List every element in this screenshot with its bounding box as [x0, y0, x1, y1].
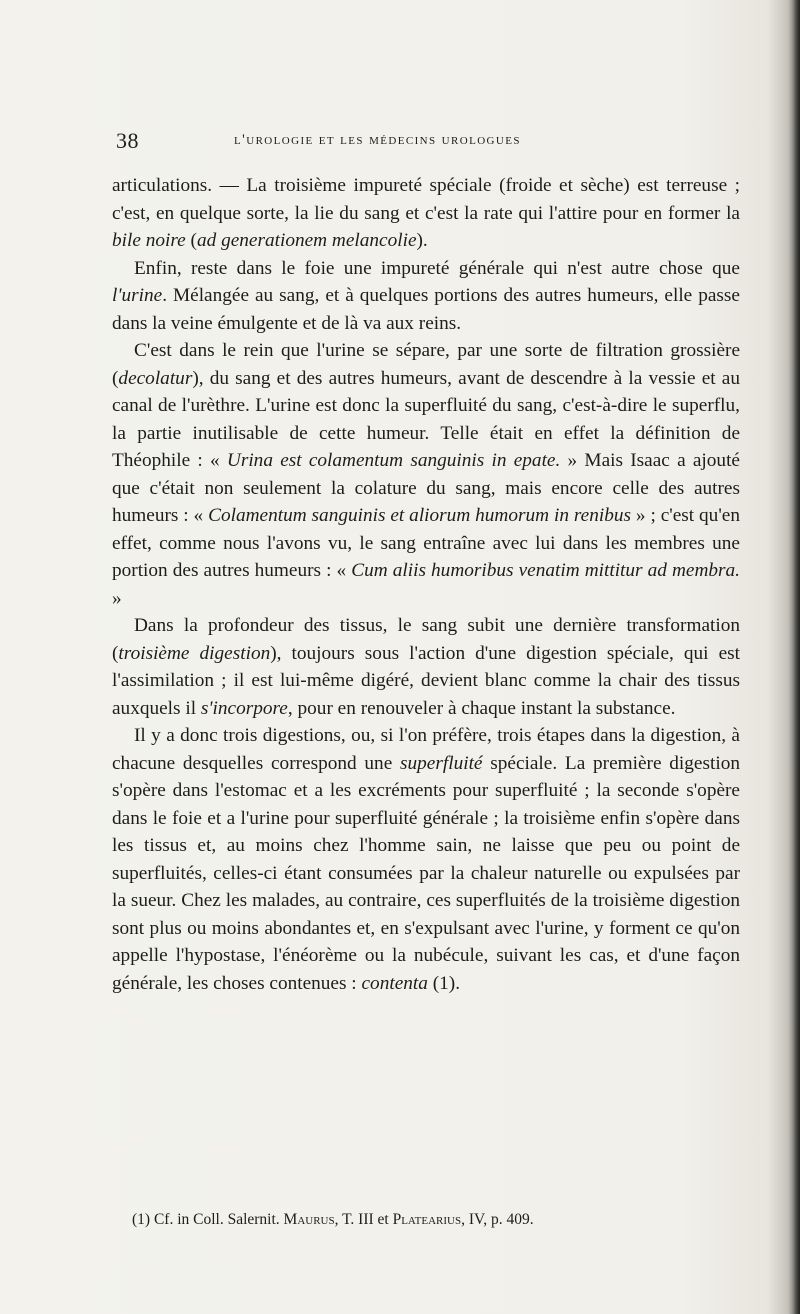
page-edge-shadow: [788, 0, 800, 1314]
text-run: Il y a donc trois digestions, ou, si l'on préfère, trois étapes dans la digestion, à chacune desquelles correspond une: [112, 725, 740, 774]
text-run: spéciale. La première digestion s'opère dans l'estomac et a les excréments pour superfluité ; la seconde s'opère dans le foie et a l'urine pour superfluité générale ; la troisième enfin s'opère dans les tissus et, au moins chez l'homme sain, ne laisse que peu ou point de superfluités, celles-ci étant consumées par la chaleur naturelle ou expulsées par la sueur. Chez les malades, au contraire, ces superfluités de la troisième digestion sont plus ou moins abondantes et, en s'expulsant avec l'urine, y forment ce qu'on appelle l'hypostase, l'énéorème ou la nubécule, suivant les cas, et d'une façon générale, les choses contenues :: [112, 752, 740, 994]
text-run: C'est dans le rein que l'urine se sépare, par une sorte de filtration grossière (: [112, 340, 740, 389]
footnote-text: , IV, p. 409.: [461, 1211, 534, 1228]
footnote-marker: (1): [132, 1211, 151, 1228]
text-run: Dans la profondeur des tissus, le sang subit une dernière transformation (: [112, 615, 740, 664]
italic-text: bile noire: [112, 230, 186, 251]
text-run: , pour en renouveler à chaque instant la substance.: [287, 697, 676, 719]
italic-text: Urina est colamentum sanguinis in epate.: [226, 450, 561, 471]
italic-text: l'urine: [112, 285, 163, 306]
paragraph: [112, 722, 740, 997]
italic-text: Colamentum sanguinis et aliorum humorum in renibus: [208, 505, 631, 526]
page-number: 38: [116, 128, 139, 153]
italic-text: s'incorpore: [200, 697, 288, 719]
footnote: [132, 1210, 732, 1230]
italic-text: superfluité: [400, 752, 483, 774]
text-run: ).: [416, 230, 428, 251]
text-run: . Mélangée au sang, et à quelques portions des autres humeurs, elle passe dans la veine émulgente et de là va aux reins.: [112, 285, 740, 334]
running-head: l'urologie et les médecins urologues: [234, 132, 521, 148]
paragraph: [112, 255, 740, 338]
footnote-author: Platearius: [392, 1211, 462, 1228]
text-run: articulations. — La troisième impureté spéciale (froide et sèche) est terreuse ; c'est, en quelque sorte, la lie du sang et c'est la rate qui l'attire pour en former la: [112, 175, 740, 224]
text-run: (: [185, 230, 197, 251]
text-run: (1).: [427, 972, 461, 994]
italic-text: Cum aliis humoribus venatim mittitur ad membra.: [351, 560, 740, 581]
text-run: » ; c'est qu'en effet, comme nous l'avons vu, le sang entraîne avec lui dans les membres une portion des autres humeurs : «: [112, 505, 740, 581]
text-run: » Mais Isaac a ajouté que c'était non seulement la colature du sang, mais encore celle des autres humeurs : «: [112, 450, 740, 526]
paragraph: [112, 172, 740, 255]
italic-text: ad generationem melancolie: [196, 230, 417, 251]
text-run: »: [112, 587, 122, 609]
paragraph: [112, 337, 740, 612]
text-run: ), du sang et des autres humeurs, avant de descendre à la vessie et au canal de l'urèthre. L'urine est donc la superfluité du sang, c'est-à-dire le superflu, la partie inutilisable de cette humeur. Telle était en effet la définition de Théophile : «: [112, 367, 740, 471]
footnote-author: Maurus: [283, 1211, 335, 1228]
body-text: [112, 172, 740, 997]
footnote-text: , T. III et: [334, 1211, 393, 1228]
footnote-text: Cf. in Coll. Salernit.: [150, 1211, 284, 1228]
text-run: Enfin, reste dans le foie une impureté générale qui n'est autre chose que: [134, 257, 740, 279]
page-header: [116, 128, 736, 158]
text-run: ), toujours sous l'action d'une digestion spéciale, qui est l'assimilation ; il est lui-même digéré, devient blanc comme la chair des tissus auxquels il: [112, 642, 741, 719]
italic-text: troisième digestion: [118, 642, 271, 664]
italic-text: decolatur: [118, 367, 193, 389]
italic-text: contenta: [361, 972, 428, 994]
paragraph: [112, 612, 740, 722]
